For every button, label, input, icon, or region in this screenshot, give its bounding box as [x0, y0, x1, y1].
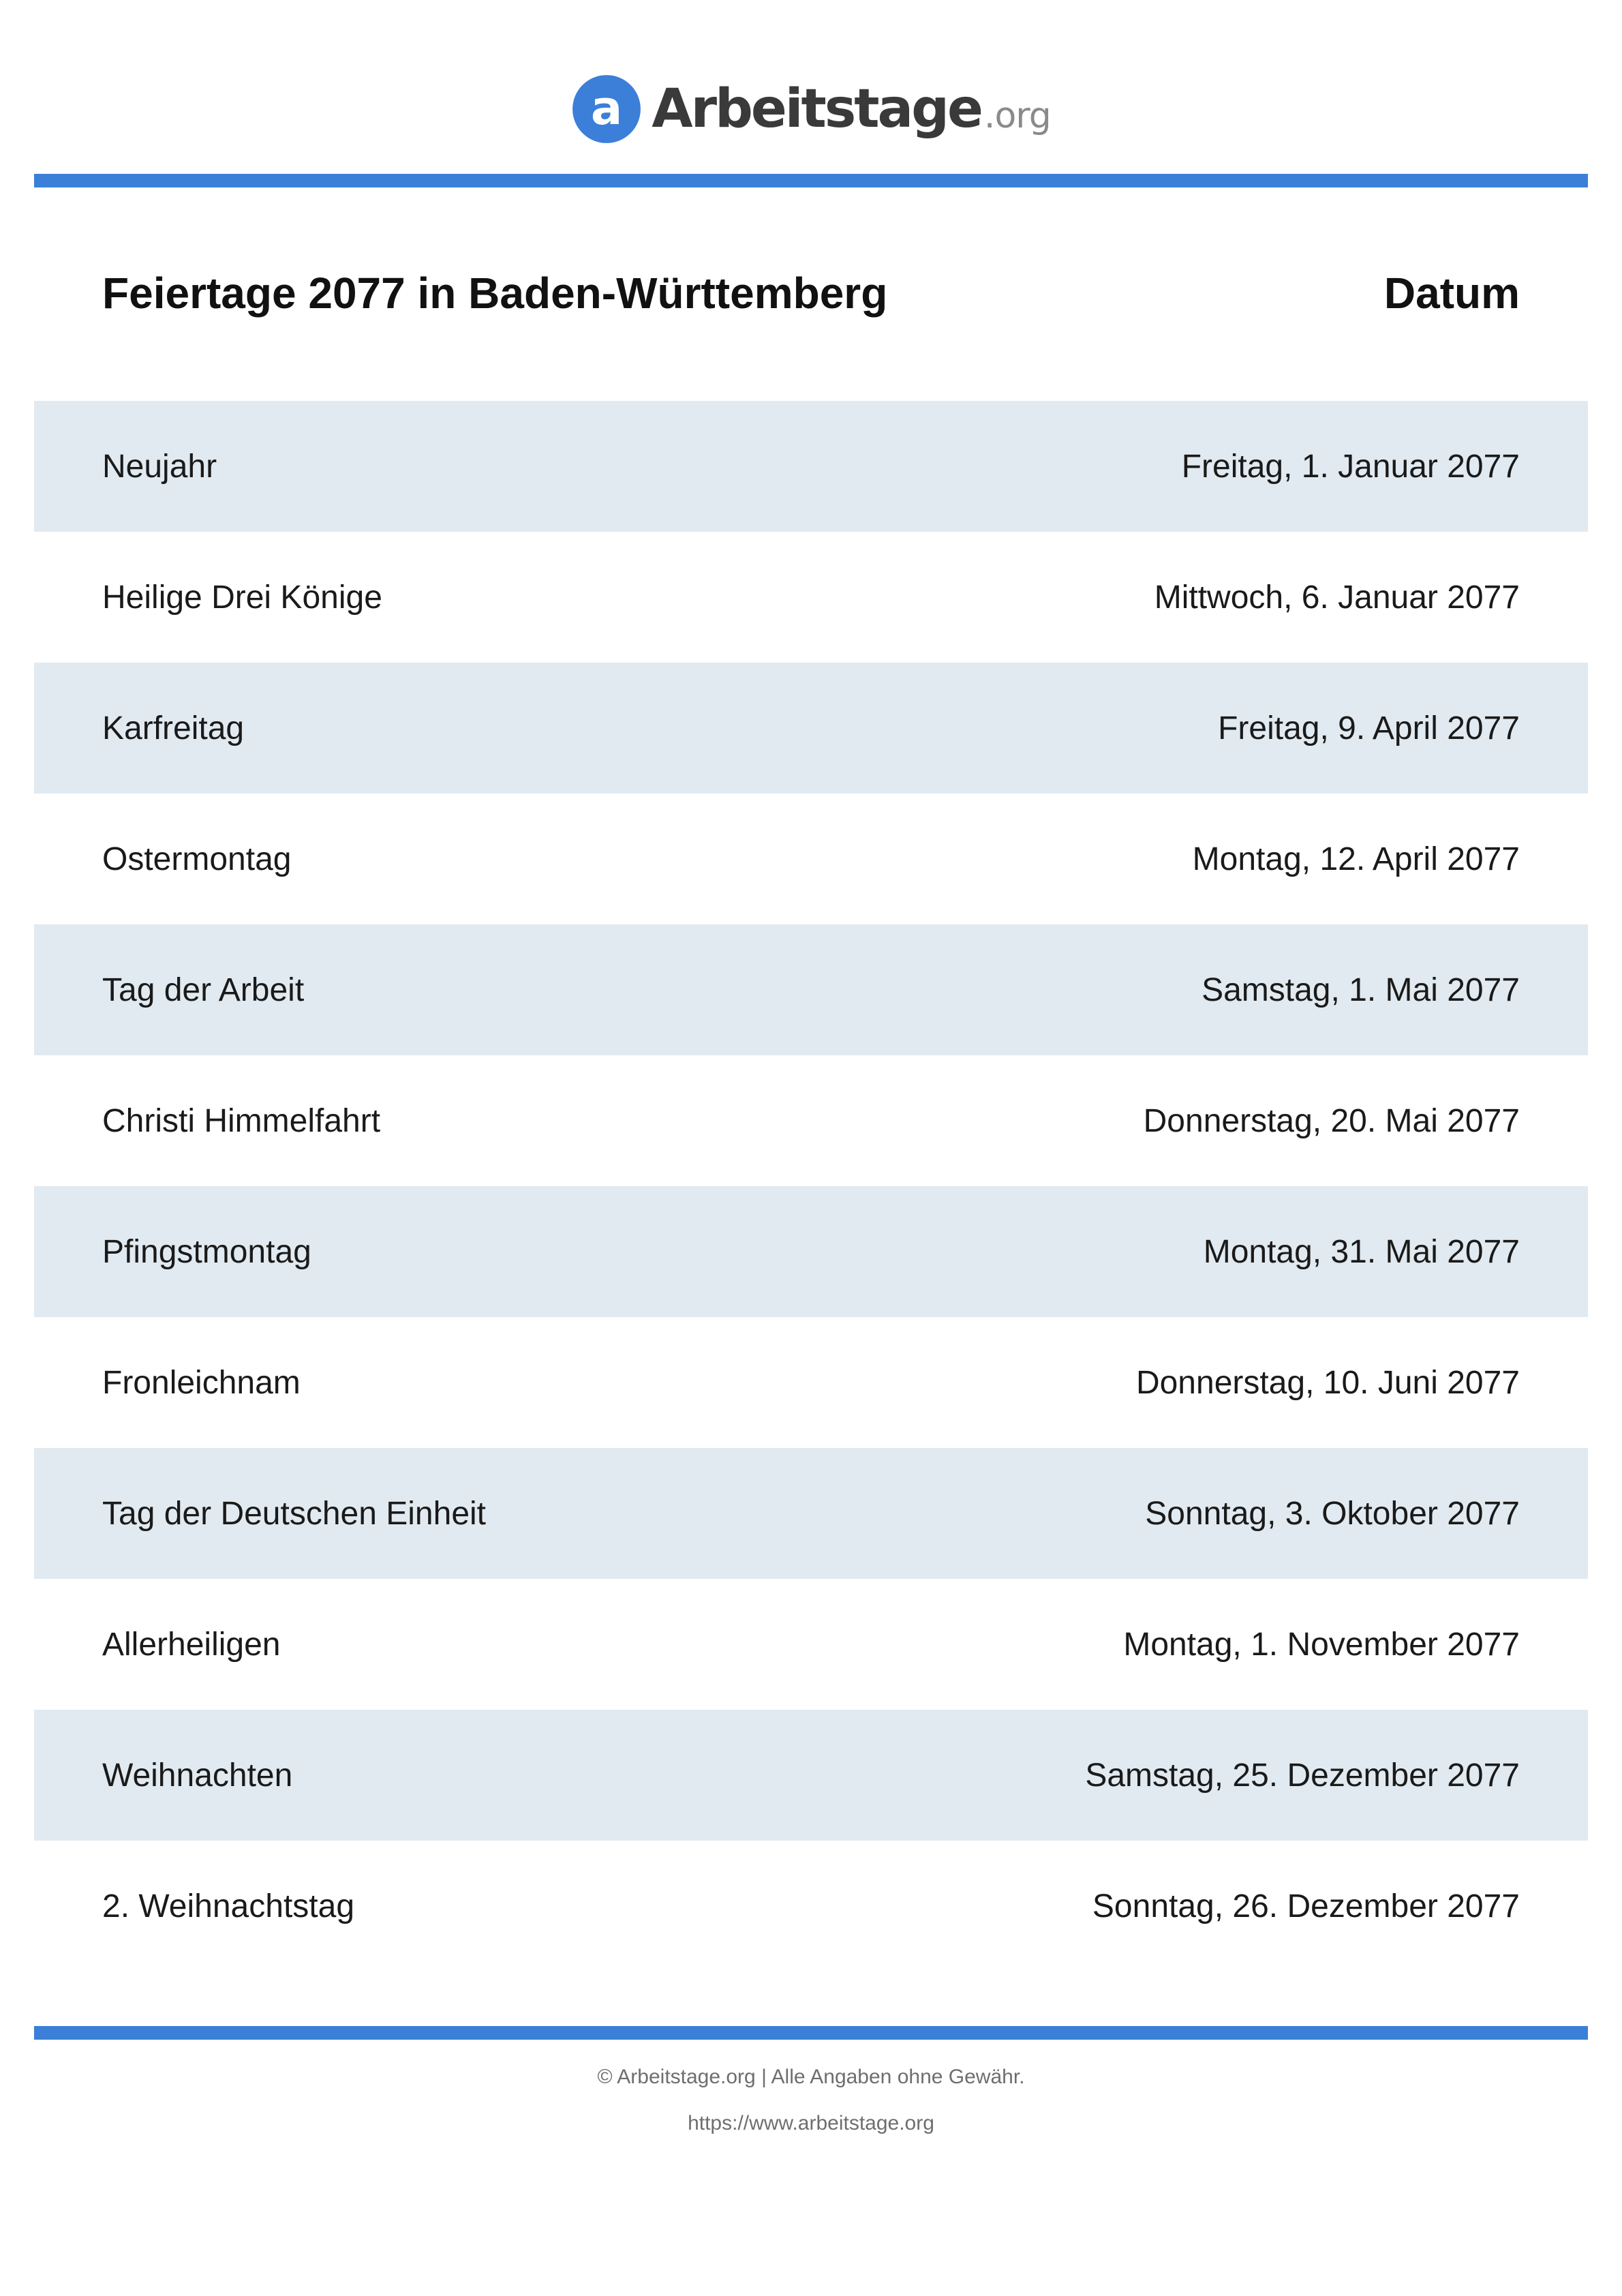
table-row [34, 1841, 1588, 1972]
holiday-date: Sonntag, 26. Dezember 2077 [1092, 1888, 1520, 1924]
holiday-name: Karfreitag [102, 710, 245, 746]
holiday-date: Donnerstag, 10. Juni 2077 [1135, 1364, 1520, 1401]
holiday-name: 2. Weihnachtstag [102, 1888, 355, 1924]
holiday-name: Heilige Drei Könige [102, 579, 382, 616]
table-row [34, 1710, 1588, 1841]
holiday-date: Montag, 31. Mai 2077 [1203, 1233, 1520, 1270]
holiday-date: Samstag, 1. Mai 2077 [1202, 971, 1520, 1008]
holiday-name: Fronleichnam [102, 1364, 301, 1401]
holiday-date: Donnerstag, 20. Mai 2077 [1143, 1102, 1520, 1139]
logo-tld: .org [983, 95, 1051, 136]
table-row [34, 1579, 1588, 1710]
holiday-date: Freitag, 9. April 2077 [1218, 710, 1520, 746]
holiday-name: Pfingstmontag [102, 1233, 311, 1270]
bottom-divider [34, 2026, 1588, 2040]
svg-text:a: a [591, 80, 623, 136]
holiday-date: Freitag, 1. Januar 2077 [1181, 448, 1520, 485]
footer-url: https://www.arbeitstage.org [688, 2112, 934, 2134]
holiday-name: Christi Himmelfahrt [102, 1102, 381, 1139]
holiday-name: Ostermontag [102, 841, 292, 877]
top-divider [34, 174, 1588, 187]
table-row [34, 401, 1588, 532]
footer-copyright: © Arbeitstage.org | Alle Angaben ohne Gewähr. [597, 2066, 1025, 2088]
holiday-date: Montag, 1. November 2077 [1123, 1626, 1520, 1663]
table-row [34, 532, 1588, 663]
holiday-name: Neujahr [102, 448, 217, 485]
holiday-date: Samstag, 25. Dezember 2077 [1085, 1757, 1520, 1794]
site-logo [0, 74, 1622, 145]
holiday-table [34, 401, 1588, 1972]
holiday-name: Allerheiligen [102, 1626, 281, 1663]
holiday-name: Weihnachten [102, 1757, 293, 1794]
table-row [34, 924, 1588, 1055]
at-sign-logo-icon [571, 74, 642, 145]
table-row [34, 1186, 1588, 1317]
holiday-date: Mittwoch, 6. Januar 2077 [1154, 579, 1520, 616]
holiday-name: Tag der Arbeit [102, 971, 305, 1008]
date-column-header: Datum [1383, 269, 1520, 318]
holiday-date: Sonntag, 3. Oktober 2077 [1145, 1495, 1520, 1532]
holiday-name: Tag der Deutschen Einheit [102, 1495, 487, 1532]
table-row [34, 663, 1588, 794]
table-row [34, 1055, 1588, 1186]
table-row [34, 794, 1588, 924]
table-row [34, 1317, 1588, 1448]
logo-wordmark: Arbeitstage [652, 78, 981, 140]
page-title: Feiertage 2077 in Baden-Württemberg [102, 269, 888, 318]
table-row [34, 1448, 1588, 1579]
holiday-date: Montag, 12. April 2077 [1192, 841, 1520, 877]
table-header [102, 259, 1520, 327]
